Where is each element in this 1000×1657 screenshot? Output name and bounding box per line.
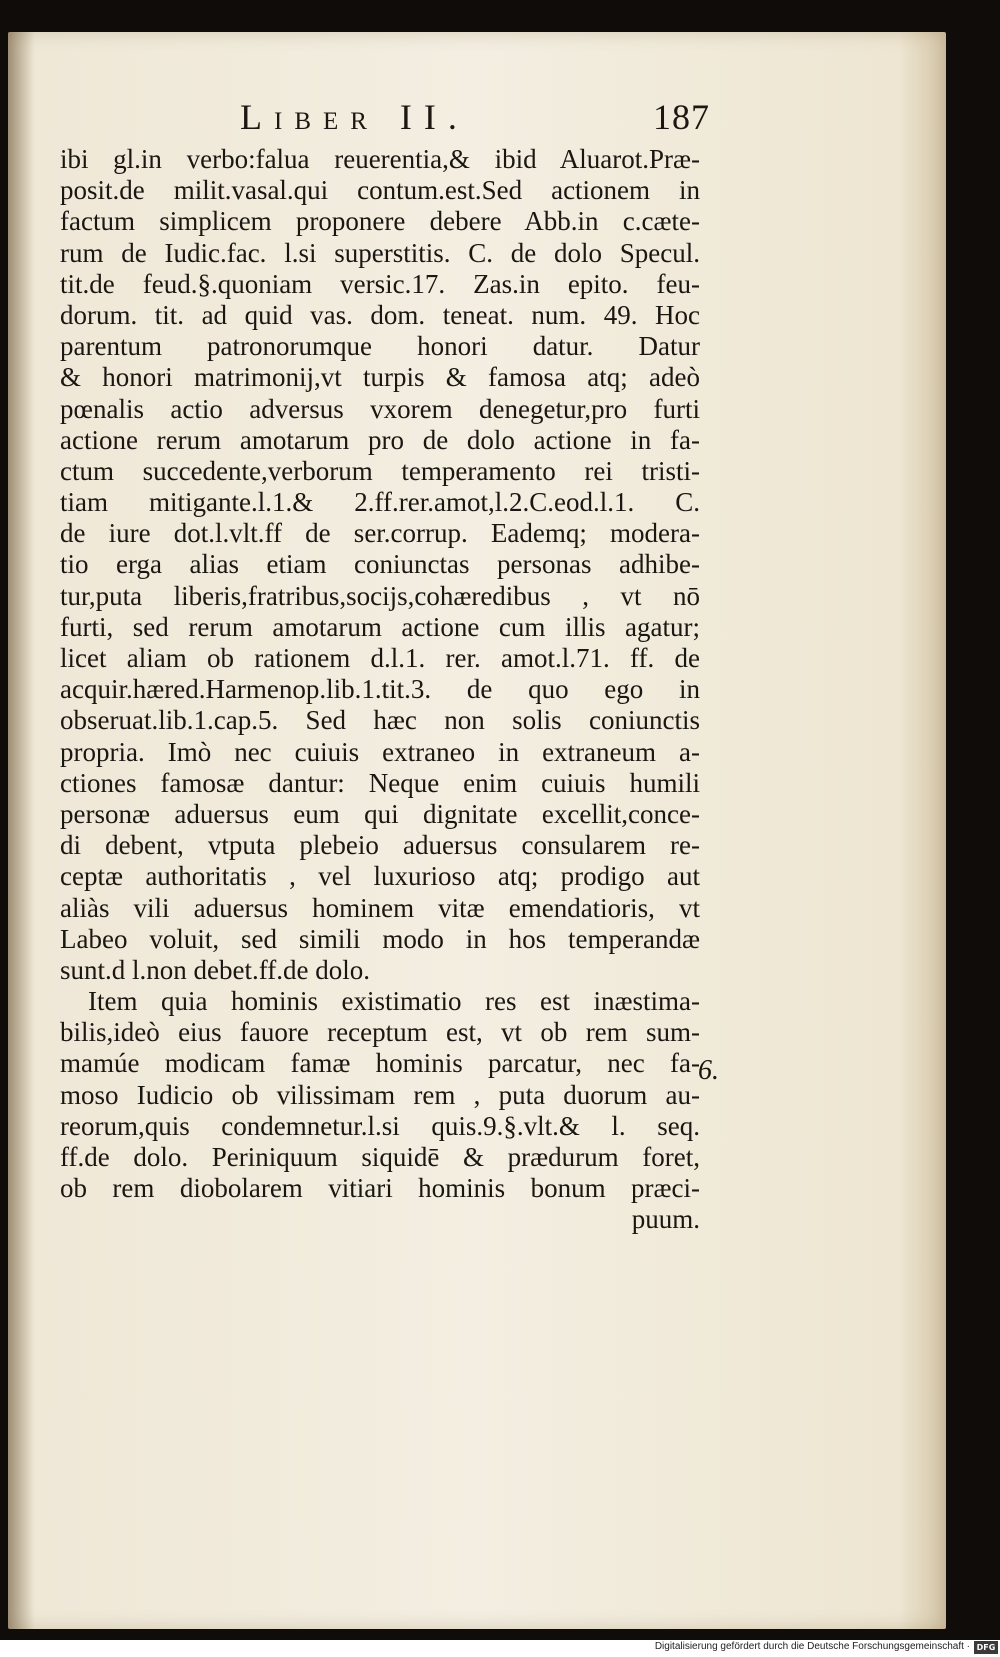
margin-note: 6. bbox=[698, 1055, 719, 1086]
catchword: puum. bbox=[631, 1204, 700, 1235]
text-line: ceptæ authoritatis , vel luxurioso atq; prodigo aut bbox=[60, 861, 700, 892]
text-line: reorum,quis condemnetur.l.si quis.9.§.vlt.& l. seq. bbox=[60, 1110, 700, 1141]
text-line: tio erga alias etiam coniunctas personas adhibe- bbox=[60, 549, 700, 580]
text-line: factum simplicem proponere debere Abb.in c.cæte- bbox=[60, 206, 700, 237]
text-line: moso Iudicio ob vilissimam rem , puta duorum au- bbox=[60, 1079, 700, 1110]
text-line: licet aliam ob rationem d.l.1. rer. amot.l.71. ff. de bbox=[60, 643, 700, 673]
funding-credit: Digitalisierung gefördert durch die Deutsche Forschungsgemeinschaft · bbox=[654, 1641, 970, 1652]
text-line: Labeo voluit, sed simili modo in hos temperandæ bbox=[60, 923, 700, 954]
text-line: parentum patronorumque honori datur. Datur bbox=[60, 331, 700, 362]
running-head bbox=[240, 96, 720, 140]
text-block bbox=[60, 144, 700, 1236]
paragraph-end-line: sunt.d l.non debet.ff.de dolo. bbox=[60, 954, 370, 985]
text-line: bilis,ideò eius fauore receptum est, vt ob rem sum- bbox=[60, 1017, 700, 1048]
footer-bar bbox=[0, 1640, 1000, 1657]
text-line: di debent, vtputa plebeio aduersus consularem re- bbox=[60, 830, 700, 861]
text-line: tiam mitigante.l.1.& 2.ff.rer.amot,l.2.C.eod.l.1. C. bbox=[60, 487, 700, 518]
text-line: ff.de dolo. Periniquum siquidē & prædurum foret, bbox=[60, 1142, 700, 1172]
text-line: personæ aduersus eum qui dignitate excellit,conce- bbox=[60, 798, 700, 829]
text-line: rum de Iudic.fac. l.si superstitis. C. de dolo Specul. bbox=[60, 237, 700, 268]
text-line: ctum succedente,verborum temperamento rei tristi- bbox=[60, 455, 700, 486]
text-line: ibi gl.in verbo:falua reuerentia,& ibid Aluarot.Præ- bbox=[60, 144, 700, 174]
text-line: aliàs vili aduersus hominem vitæ emendatioris, vt bbox=[60, 892, 700, 923]
text-line: dorum. tit. ad quid vas. dom. teneat. num. 49. Hoc bbox=[60, 299, 700, 330]
running-title: Liber II. bbox=[240, 97, 469, 137]
text-line: ob rem diobolarem vitiari hominis bonum præci- bbox=[60, 1173, 700, 1204]
text-line: actione rerum amotarum pro de dolo actione in fa- bbox=[60, 424, 700, 455]
page-number: 187 bbox=[653, 97, 710, 137]
text-line: pœnalis actio adversus vxorem denegetur,pro furti bbox=[60, 393, 700, 424]
text-line: ctiones famosæ dantur: Neque enim cuiuis humili bbox=[60, 767, 700, 798]
text-line: posit.de milit.vasal.qui contum.est.Sed actionem in bbox=[60, 175, 700, 206]
text-line: mamúe modicam famæ hominis parcatur, nec fa- bbox=[60, 1048, 700, 1079]
text-line: furti, sed rerum amotarum actione cum illis agatur; bbox=[60, 611, 700, 642]
spine-shadow bbox=[8, 32, 34, 1629]
text-line: acquir.hæred.Harmenop.lib.1.tit.3. de quo ego in bbox=[60, 674, 700, 705]
text-line: tur,puta liberis,fratribus,socijs,cohæredibus , vt nō bbox=[60, 580, 700, 611]
text-line: & honori matrimonij,vt turpis & famosa atq; adeò bbox=[60, 362, 700, 393]
text-line: de iure dot.l.vlt.ff de ser.corrup. Eademq; modera- bbox=[60, 518, 700, 549]
paragraph-start-line: Item quia hominis existimatio res est inæstima- bbox=[88, 986, 700, 1017]
dfg-logo: DFG bbox=[974, 1641, 998, 1654]
text-line: obseruat.lib.1.cap.5. Sed hæc non solis coniunctis bbox=[60, 705, 700, 736]
text-line: propria. Imò nec cuiuis extraneo in extraneum a- bbox=[60, 736, 700, 767]
text-line: tit.de feud.§.quoniam versic.17. Zas.in epito. feu- bbox=[60, 268, 700, 299]
